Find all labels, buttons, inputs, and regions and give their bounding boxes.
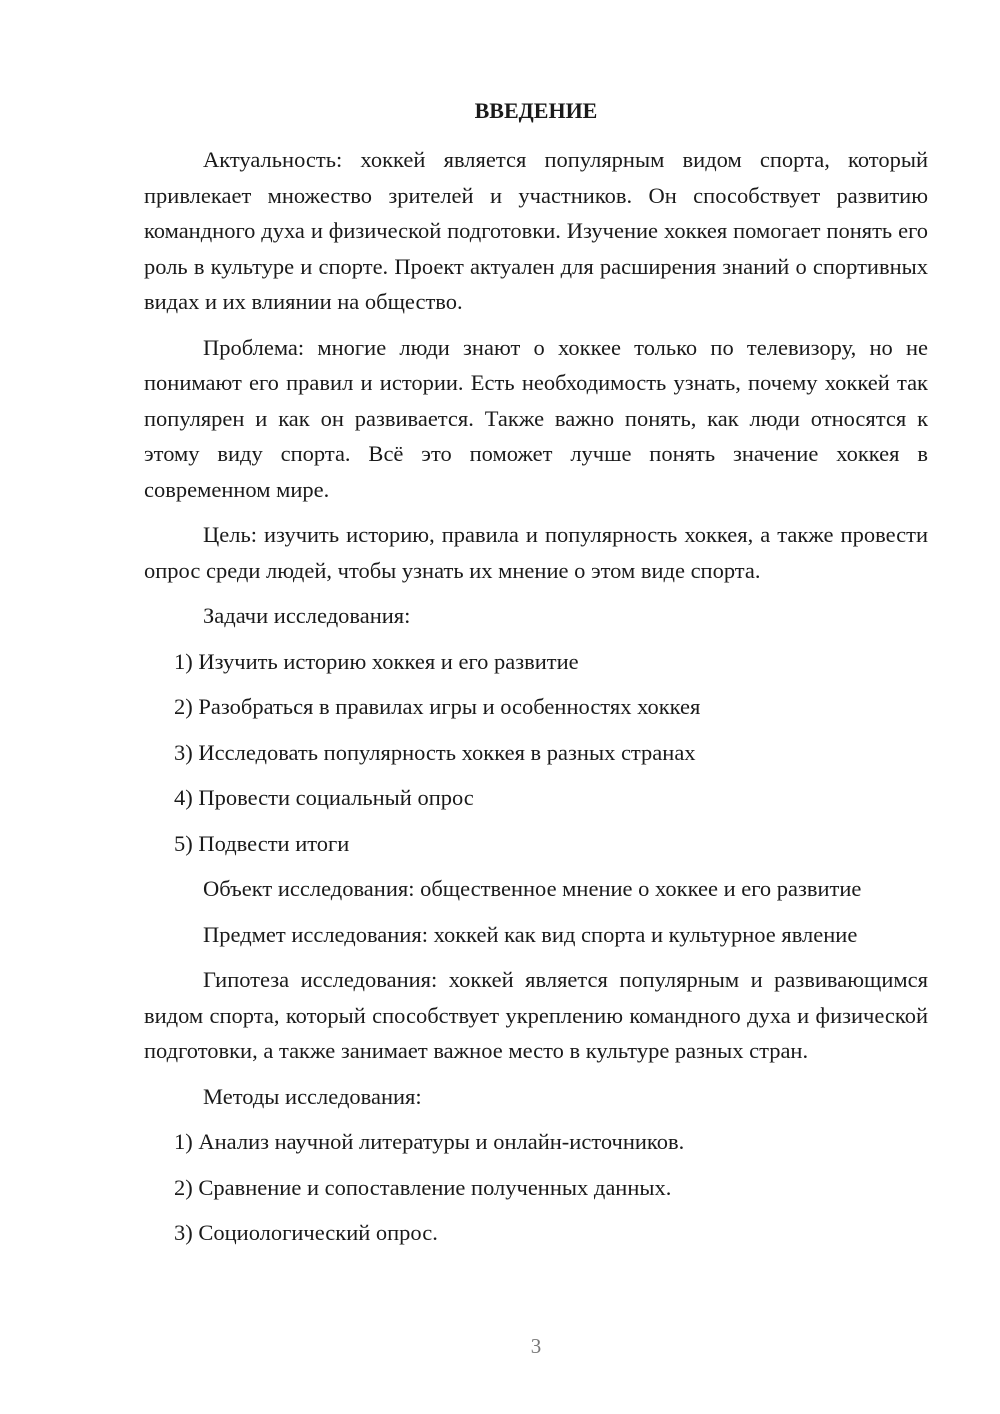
task-item: 5) Подвести итоги: [174, 830, 350, 856]
research-object: Объект исследования: общественное мнение о хоккее и его развитие: [203, 876, 862, 901]
page-number: 3: [530, 1334, 542, 1358]
research-subject: Предмет исследования: хоккей как вид спорта и культурное явление: [203, 921, 858, 947]
methods-heading: Методы исследования:: [203, 1083, 422, 1109]
task-item: 4) Провести социальный опрос: [174, 785, 474, 810]
goal-paragraph: Цель: изучить историю, правила и популярность хоккея, а также провести опрос среди людей, чтобы узнать их мнение о этом виде спорта.: [144, 522, 928, 583]
document-body: [144, 142, 928, 1261]
hypothesis-paragraph: Гипотеза исследования: хоккей является популярным и развивающимся видом спорта, который способствует укреплению командного духа и физической подготовки, а также занимает важное место в культуре разных стран.: [144, 967, 928, 1063]
task-item: 1) Изучить историю хоккея и его развитие: [174, 648, 579, 674]
tasks-heading: Задачи исследования:: [203, 603, 411, 628]
method-item: 1) Анализ научной литературы и онлайн-источников.: [174, 1129, 685, 1154]
method-item: 3) Социологический опрос.: [174, 1220, 438, 1245]
relevance-paragraph: Актуальность: хоккей является популярным видом спорта, который привлекает множество зрителей и участников. Он способствует развитию командного духа и физической подготовки. Изучение хоккея помогает понять его роль в культуре и спорте. Проект актуален для расширения знаний о спортивных видах и их влиянии на общество.: [144, 147, 928, 314]
problem-paragraph: Проблема: многие люди знают о хоккее только по телевизору, но не понимают его правил и истории. Есть необходимость узнать, почему хоккей так популярен и как он развивается. Также важно понять, как люди относятся к этому виду спорта. Всё это поможет лучше понять значение хоккея в современном мире.: [144, 334, 928, 502]
task-item: 2) Разобраться в правилах игры и особенностях хоккея: [174, 694, 701, 719]
method-item: 2) Сравнение и сопоставление полученных данных.: [174, 1174, 672, 1200]
page-title: ВВЕДЕНИЕ: [474, 98, 598, 123]
task-item: 3) Исследовать популярность хоккея в разных странах: [174, 739, 696, 765]
